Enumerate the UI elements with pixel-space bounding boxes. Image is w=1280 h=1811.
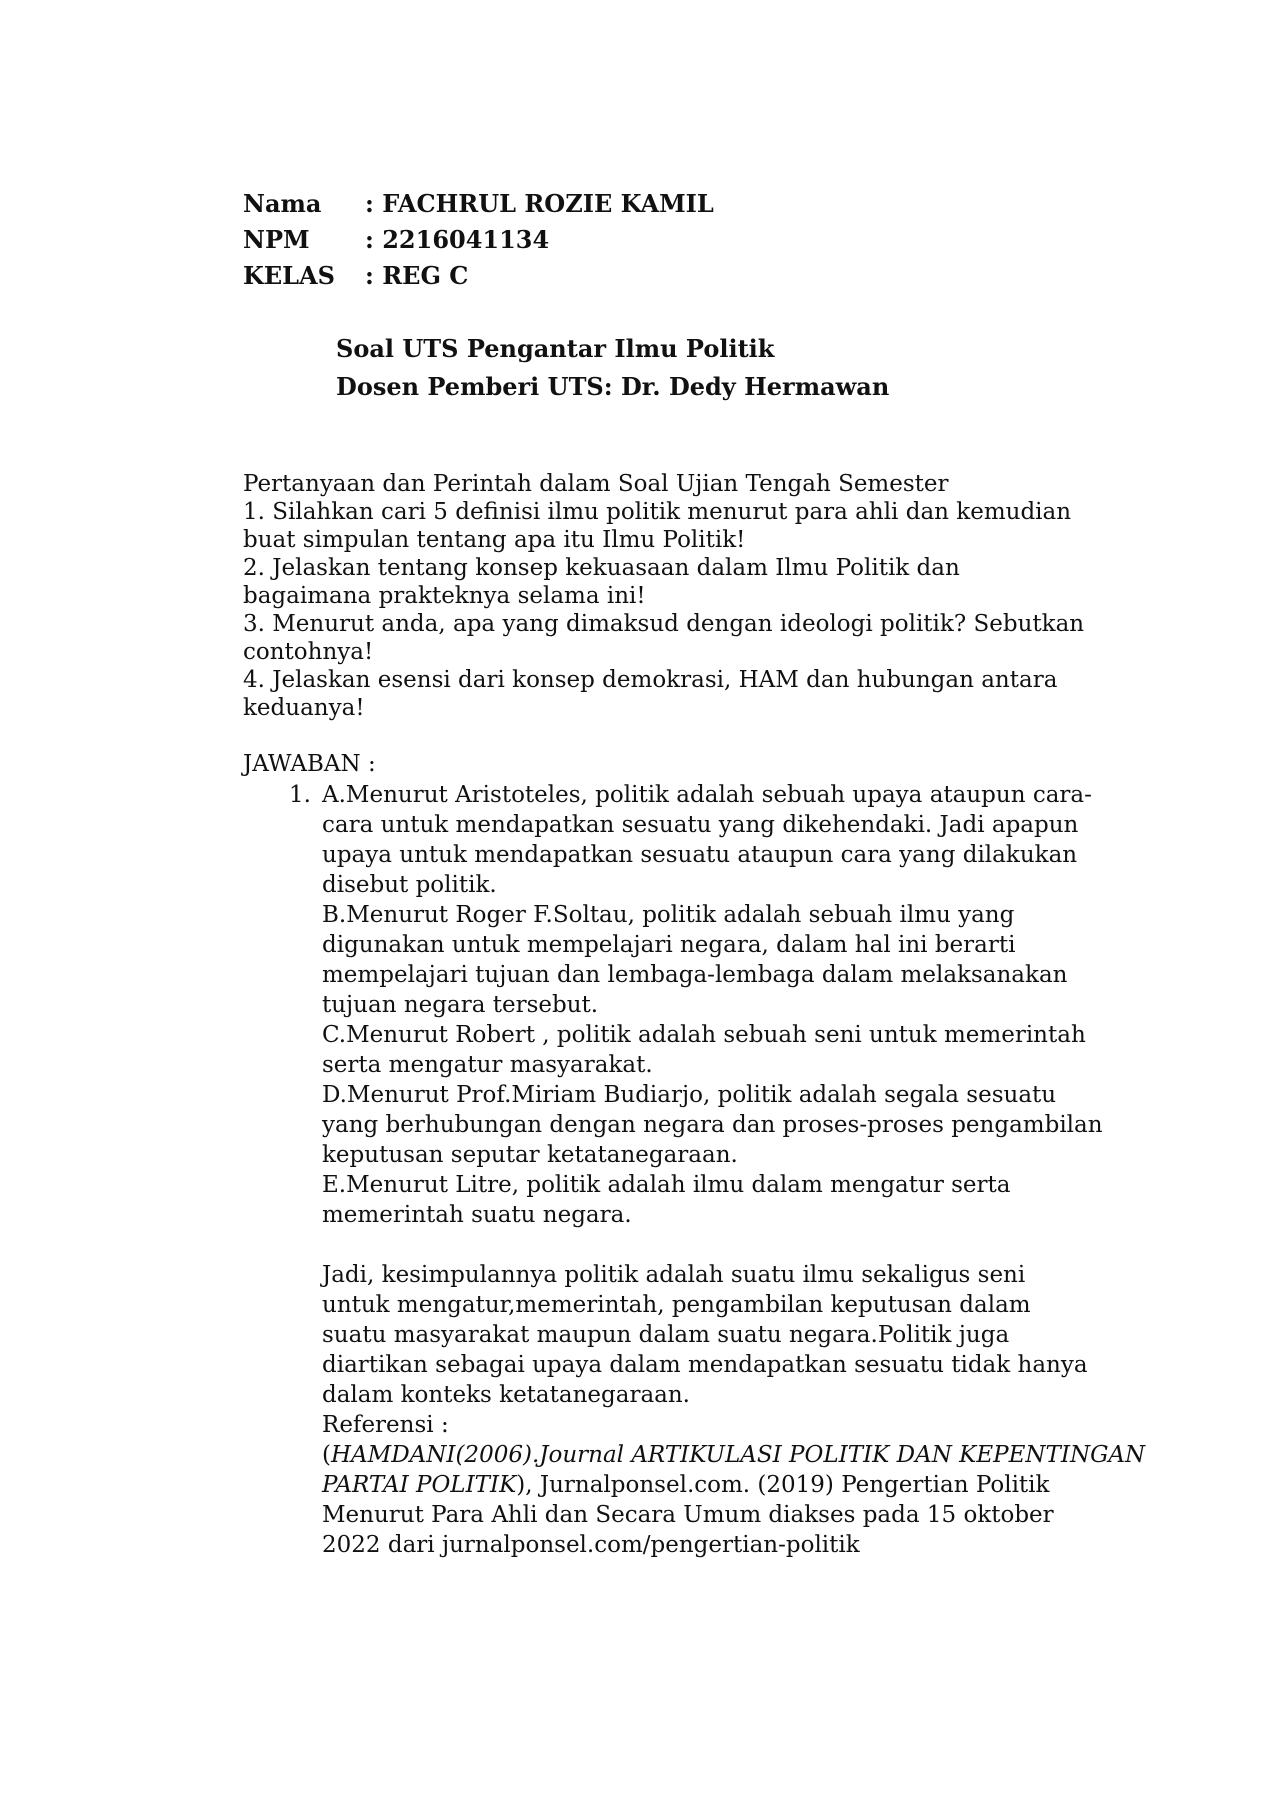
question-line: bagaimana prakteknya selama ini! xyxy=(243,583,646,609)
npm-value: : 2216041134 xyxy=(365,225,550,254)
question-line: keduanya! xyxy=(243,695,365,721)
answer-body xyxy=(322,780,1146,1560)
questions-heading: Pertanyaan dan Perintah dalam Soal Ujian Tengah Semester xyxy=(243,471,949,497)
reference-line xyxy=(322,1440,1146,1470)
conclusion-line: dalam konteks ketatanegaraan. xyxy=(322,1382,690,1408)
npm-row xyxy=(243,222,714,258)
definition-line: tujuan negara tersebut. xyxy=(322,992,599,1018)
definition-line: keputusan seputar ketatanegaraan. xyxy=(322,1142,738,1168)
conclusion-line: untuk mengatur,memerintah, pengambilan keputusan dalam xyxy=(322,1292,1031,1318)
reference-label: Referensi : xyxy=(322,1412,449,1438)
reference-source: ), Jurnalponsel.com. (2019) Pengertian Politik xyxy=(516,1472,1050,1498)
lecturer-line: Dosen Pemberi UTS: Dr. Dedy Hermawan xyxy=(336,372,890,401)
kelas-value: : REG C xyxy=(365,261,469,290)
exam-title: Soal UTS Pengantar Ilmu Politik xyxy=(336,334,775,363)
question-line: 1. Silahkan cari 5 definisi ilmu politik menurut para ahli dan kemudian xyxy=(243,499,1072,525)
definition-line: yang berhubungan dengan negara dan proses-proses pengambilan xyxy=(322,1112,1103,1138)
definition-line: disebut politik. xyxy=(322,872,497,898)
question-line: 2. Jelaskan tentang konsep kekuasaan dalam Ilmu Politik dan xyxy=(243,555,960,581)
definition-line: upaya untuk mendapatkan sesuatu ataupun cara yang dilakukan xyxy=(322,842,1078,868)
definition-line: A.Menurut Aristoteles, politik adalah sebuah upaya ataupun cara- xyxy=(322,782,1092,808)
definition-line: D.Menurut Prof.Miriam Budiarjo, politik adalah segala sesuatu xyxy=(322,1082,1057,1108)
reference-citation-italic: PARTAI POLITIK xyxy=(322,1472,517,1498)
question-line: contohnya! xyxy=(243,639,374,665)
nama-value: : FACHRUL ROZIE KAMIL xyxy=(365,189,714,218)
jawaban-heading: JAWABAN : xyxy=(243,751,376,777)
kelas-row xyxy=(243,258,714,294)
conclusion-line: diartikan sebagai upaya dalam mendapatkan sesuatu tidak hanya xyxy=(322,1352,1088,1378)
question-line: 4. Jelaskan esensi dari konsep demokrasi, HAM dan hubungan antara xyxy=(243,667,1058,693)
definition-line: digunakan untuk mempelajari negara, dalam hal ini berarti xyxy=(322,932,1016,958)
conclusion-line: Jadi, kesimpulannya politik adalah suatu ilmu sekaligus seni xyxy=(322,1262,1026,1288)
definition-line: mempelajari tujuan dan lembaga-lembaga dalam melaksanakan xyxy=(322,962,1068,988)
definition-line: cara untuk mendapatkan sesuatu yang dikehendaki. Jadi apapun xyxy=(322,812,1079,838)
nama-label: Nama xyxy=(243,189,322,218)
definition-line: C.Menurut Robert , politik adalah sebuah seni untuk memerintah xyxy=(322,1022,1086,1048)
reference-citation-italic: HAMDANI(2006).Journal ARTIKULASI POLITIK DAN KEPENTINGAN xyxy=(330,1442,1146,1468)
definition-line: B.Menurut Roger F.Soltau, politik adalah sebuah ilmu yang xyxy=(322,902,1015,928)
nama-row xyxy=(243,186,714,222)
questions-section xyxy=(243,470,1123,722)
reference-open-paren: ( xyxy=(322,1442,331,1468)
answer-number: 1. xyxy=(289,782,311,808)
question-line: 3. Menurut anda, apa yang dimaksud dengan ideologi politik? Sebutkan xyxy=(243,611,1085,637)
paragraph-gap xyxy=(322,1230,1142,1260)
reference-line: 2022 dari jurnalponsel.com/pengertian-politik xyxy=(322,1532,860,1558)
npm-label: NPM xyxy=(243,225,310,254)
definition-line: memerintah suatu negara. xyxy=(322,1202,632,1228)
student-identity xyxy=(243,186,714,294)
definition-line: E.Menurut Litre, politik adalah ilmu dalam mengatur serta xyxy=(322,1172,1011,1198)
reference-line: Menurut Para Ahli dan Secara Umum diakses pada 15 oktober xyxy=(322,1502,1054,1528)
definition-line: serta mengatur masyarakat. xyxy=(322,1052,653,1078)
question-line: buat simpulan tentang apa itu Ilmu Politik! xyxy=(243,527,746,553)
exam-title-block xyxy=(336,330,889,406)
conclusion-line: suatu masyarakat maupun dalam suatu negara.Politik juga xyxy=(322,1322,1010,1348)
kelas-label: KELAS xyxy=(243,261,335,290)
reference-line xyxy=(322,1470,1142,1500)
